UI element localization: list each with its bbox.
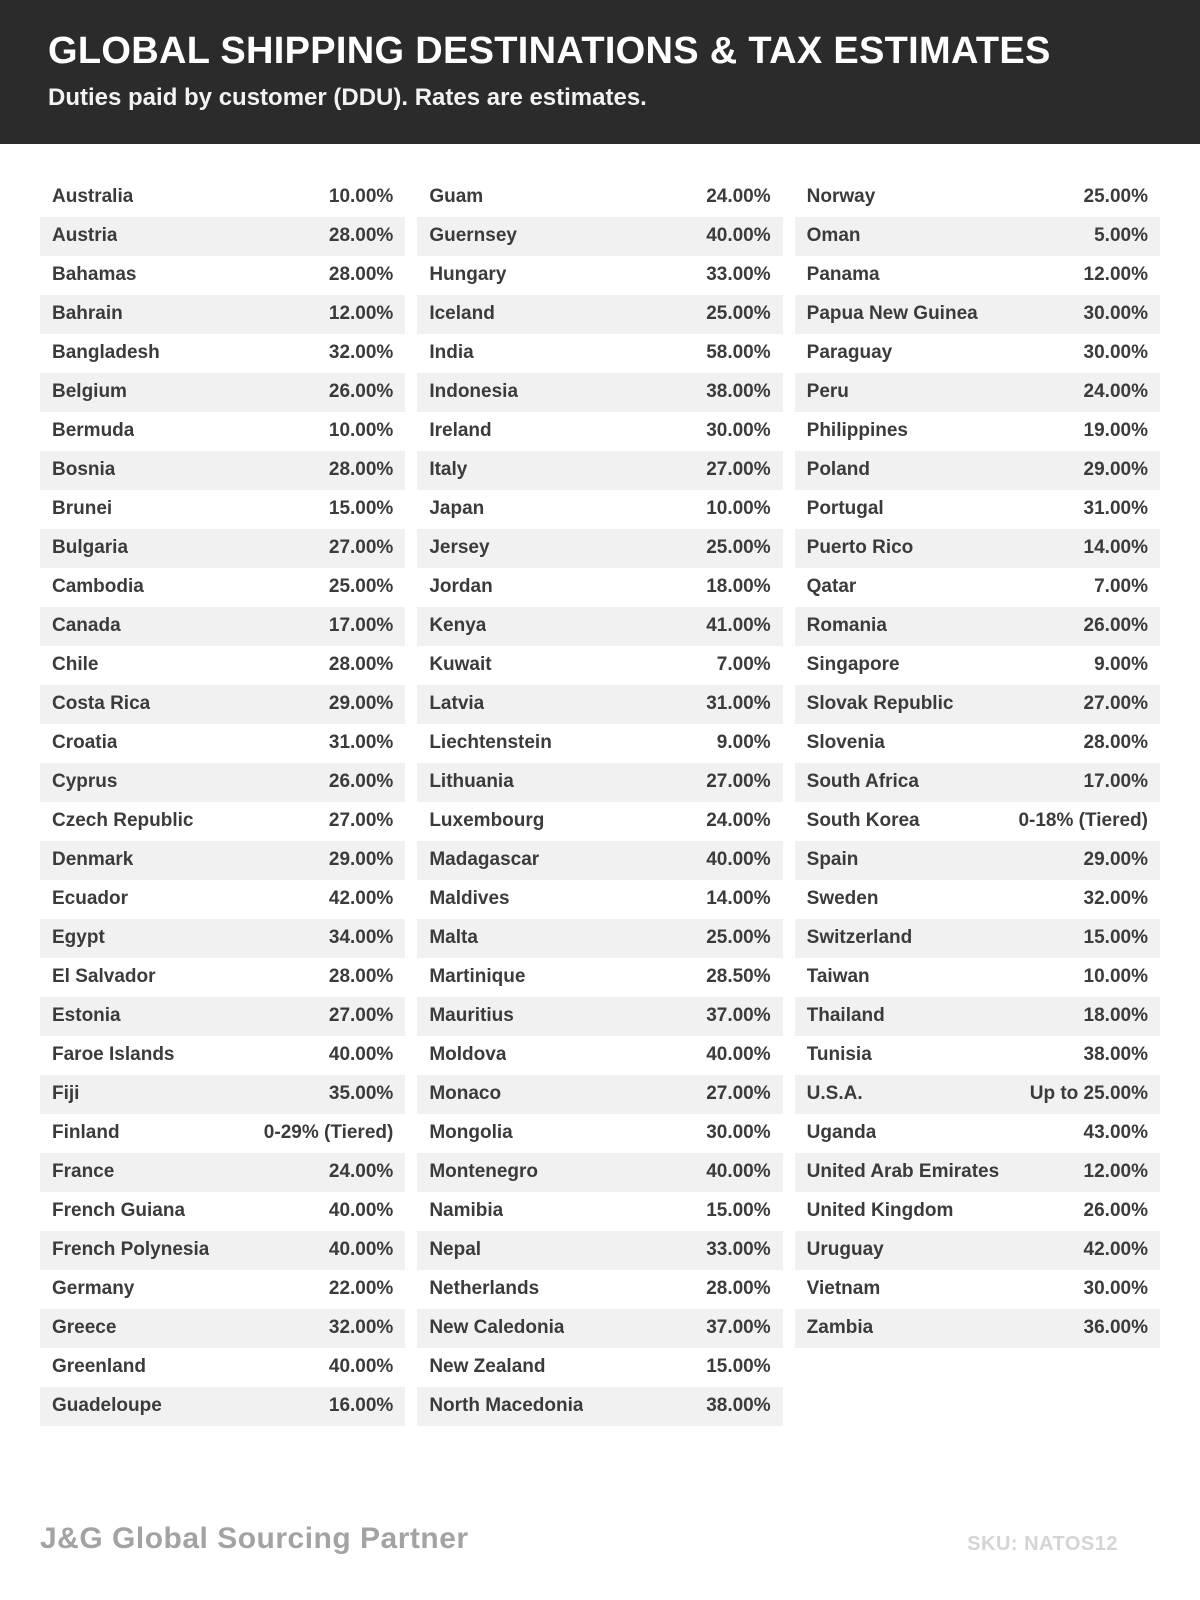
country-label: Mauritius [429,1005,514,1027]
table-row [40,997,405,1036]
country-label: New Caledonia [429,1317,565,1339]
rate-value: 40.00% [328,1356,394,1378]
sku-label: SKU: NATOS12 [967,1533,1118,1555]
country-label: Latvia [429,693,485,715]
country-label: Faroe Islands [52,1044,175,1066]
country-label: Belgium [52,381,127,403]
table-column-1 [40,178,405,1426]
table-row [40,841,405,880]
rate-value: 15.00% [328,498,394,520]
country-label: Italy [429,459,468,481]
table-row [417,646,782,685]
rate-value: 43.00% [1083,1122,1148,1144]
country-label: Guam [429,186,484,208]
table-row [417,1192,782,1231]
country-label: Panama [806,264,880,286]
table-row [417,1270,782,1309]
table-row [417,958,782,997]
country-label: Switzerland [806,927,913,949]
table-column-2 [417,178,782,1426]
country-label: Guernsey [429,225,517,247]
country-label: Malta [429,927,478,949]
country-label: Kuwait [429,654,492,676]
country-label: Qatar [806,576,857,598]
table-row [417,997,782,1036]
country-label: Sweden [806,888,879,910]
country-label: Japan [429,498,485,520]
rate-value: 15.00% [1083,927,1148,949]
tax-rate-table [0,178,1200,1426]
page-subtitle: Duties paid by customer (DDU). Rates are estimates. [48,83,647,111]
rate-value: 28.00% [328,654,394,676]
rate-value: 35.00% [328,1083,394,1105]
table-row [795,997,1160,1036]
country-label: Madagascar [429,849,540,871]
table-row [417,1153,782,1192]
rate-value: 30.00% [1083,1278,1148,1300]
table-row [40,334,405,373]
rate-value: 15.00% [706,1200,771,1222]
rate-value: 10.00% [1083,966,1148,988]
country-label: Bermuda [52,420,135,442]
table-row [40,568,405,607]
table-row [417,178,782,217]
country-label: Iceland [429,303,495,325]
country-label: Puerto Rico [806,537,914,559]
rate-value: 17.00% [1083,771,1148,793]
rate-value: 25.00% [706,537,771,559]
country-label: Canada [52,615,121,637]
table-row [417,1036,782,1075]
rate-value: 5.00% [1094,225,1148,247]
country-label: Guadeloupe [52,1395,162,1417]
table-row [417,880,782,919]
country-label: Bahamas [52,264,137,286]
rate-value: 32.00% [328,342,394,364]
table-row [40,490,405,529]
country-label: Monaco [429,1083,502,1105]
rate-value: 25.00% [328,576,394,598]
table-row [40,1387,405,1426]
table-row [795,919,1160,958]
country-label: Jersey [429,537,490,559]
rate-value: 30.00% [1083,342,1148,364]
rate-value: 24.00% [1083,381,1148,403]
rate-value: 27.00% [706,1083,771,1105]
country-label: Ireland [429,420,492,442]
table-column-3 [795,178,1160,1348]
rate-value: 27.00% [328,537,394,559]
table-row [417,1387,782,1426]
country-label: Spain [806,849,859,871]
rate-value: 38.00% [1083,1044,1148,1066]
country-label: United Arab Emirates [806,1161,1000,1183]
table-row [40,763,405,802]
country-label: New Zealand [429,1356,546,1378]
table-row [40,1153,405,1192]
country-label: Jordan [429,576,493,598]
table-row [795,373,1160,412]
rate-value: 14.00% [706,888,771,910]
country-label: Ecuador [52,888,129,910]
rate-value: 27.00% [328,810,394,832]
country-label: United Kingdom [806,1200,954,1222]
table-row [795,451,1160,490]
rate-value: 7.00% [716,654,771,676]
country-label: India [429,342,474,364]
table-row [795,529,1160,568]
country-label: Vietnam [806,1278,881,1300]
rate-value: 32.00% [1083,888,1148,910]
rate-value: 27.00% [706,771,771,793]
table-row [40,685,405,724]
rate-value: 28.00% [328,225,394,247]
table-row [417,334,782,373]
table-row [40,1348,405,1387]
country-label: Bahrain [52,303,123,325]
rate-value: 26.00% [328,381,394,403]
table-row [795,958,1160,997]
rate-value: 18.00% [706,576,771,598]
rate-value: 25.00% [706,303,771,325]
country-label: Netherlands [429,1278,540,1300]
country-label: Namibia [429,1200,504,1222]
rate-value: 58.00% [706,342,771,364]
rate-value: 38.00% [706,381,771,403]
country-label: Brunei [52,498,113,520]
country-label: Thailand [806,1005,885,1027]
country-label: Uruguay [806,1239,884,1261]
country-label: Bangladesh [52,342,160,364]
table-row [795,646,1160,685]
rate-value: 31.00% [706,693,771,715]
table-row [417,412,782,451]
table-row [795,256,1160,295]
country-label: Paraguay [806,342,893,364]
country-label: Cambodia [52,576,144,598]
rate-value: 10.00% [328,186,394,208]
table-row [40,1192,405,1231]
rate-value: 9.00% [1094,654,1148,676]
country-label: U.S.A. [806,1083,863,1105]
rate-value: 33.00% [706,1239,771,1261]
rate-value: 10.00% [328,420,394,442]
country-label: Bosnia [52,459,116,481]
rate-value: 29.00% [328,849,394,871]
table-row [40,646,405,685]
country-label: South Africa [806,771,919,793]
rate-value: 0-18% (Tiered) [1018,810,1148,832]
country-label: El Salvador [52,966,156,988]
table-row [795,802,1160,841]
country-label: Portugal [806,498,884,520]
country-label: Luxembourg [429,810,545,832]
table-row [40,295,405,334]
country-label: Philippines [806,420,909,442]
table-row [40,802,405,841]
rate-value: 27.00% [706,459,771,481]
rate-value: 26.00% [1083,615,1148,637]
table-row [795,178,1160,217]
rate-value: 40.00% [706,1161,771,1183]
table-row [795,841,1160,880]
country-label: Fiji [52,1083,80,1105]
table-row [417,373,782,412]
rate-value: 42.00% [1083,1239,1148,1261]
country-label: Costa Rica [52,693,151,715]
table-row [795,724,1160,763]
rate-value: 40.00% [706,225,771,247]
country-label: Uganda [806,1122,877,1144]
country-label: Norway [806,186,876,208]
table-row [417,724,782,763]
table-row [417,451,782,490]
rate-value: 40.00% [706,1044,771,1066]
table-row [795,763,1160,802]
country-label: Zambia [806,1317,874,1339]
rate-value: 25.00% [706,927,771,949]
table-row [417,529,782,568]
country-label: Singapore [806,654,900,676]
rate-value: 29.00% [1083,459,1148,481]
table-row [417,607,782,646]
rate-value: 16.00% [328,1395,394,1417]
rate-value: 24.00% [706,810,771,832]
table-row [40,919,405,958]
country-label: Germany [52,1278,135,1300]
rate-value: 10.00% [706,498,771,520]
rate-value: 27.00% [328,1005,394,1027]
rate-value: 30.00% [1083,303,1148,325]
rate-value: 28.00% [328,966,394,988]
table-row [795,1075,1160,1114]
brand-name: J&G Global Sourcing Partner [40,1522,469,1555]
table-row [40,412,405,451]
country-label: Austria [52,225,118,247]
country-label: Papua New Guinea [806,303,978,325]
country-label: Montenegro [429,1161,539,1183]
table-row [40,1270,405,1309]
table-row [417,217,782,256]
rate-value: 17.00% [328,615,394,637]
country-label: French Guiana [52,1200,186,1222]
rate-value: 24.00% [328,1161,394,1183]
table-row [795,1036,1160,1075]
page-footer [0,1522,1200,1600]
table-row [40,1036,405,1075]
country-label: Mongolia [429,1122,513,1144]
country-label: Oman [806,225,861,247]
table-row [40,1114,405,1153]
country-label: Czech Republic [52,810,194,832]
rate-value: 30.00% [706,420,771,442]
rate-value: 12.00% [1083,1161,1148,1183]
country-label: North Macedonia [429,1395,584,1417]
country-label: Nepal [429,1239,482,1261]
country-label: Liechtenstein [429,732,552,754]
table-row [795,412,1160,451]
country-label: South Korea [806,810,920,832]
table-row [417,256,782,295]
rate-value: 0-29% (Tiered) [263,1122,394,1144]
rate-value: 28.00% [706,1278,771,1300]
table-row [40,1309,405,1348]
country-label: Denmark [52,849,134,871]
rate-value: 24.00% [706,186,771,208]
country-label: Cyprus [52,771,118,793]
rate-value: 40.00% [328,1044,394,1066]
table-row [795,1114,1160,1153]
table-row [795,607,1160,646]
rate-value: 31.00% [1083,498,1148,520]
rate-value: 29.00% [1083,849,1148,871]
country-label: Slovenia [806,732,885,754]
rate-value: 15.00% [706,1356,771,1378]
table-row [795,334,1160,373]
page-title: GLOBAL SHIPPING DESTINATIONS & TAX ESTIMATES [48,30,1051,72]
table-row [40,217,405,256]
table-row [40,724,405,763]
country-label: Lithuania [429,771,514,793]
rate-value: 27.00% [1083,693,1148,715]
table-row [795,1309,1160,1348]
table-row [40,373,405,412]
country-label: Estonia [52,1005,121,1027]
rate-value: 7.00% [1094,576,1148,598]
table-row [417,1231,782,1270]
country-label: Australia [52,186,134,208]
country-label: Kenya [429,615,487,637]
rate-value: 26.00% [328,771,394,793]
table-row [795,1270,1160,1309]
rate-value: 25.00% [1083,186,1148,208]
table-row [795,568,1160,607]
rate-value: 40.00% [706,849,771,871]
country-label: Greece [52,1317,117,1339]
table-row [40,451,405,490]
table-row [417,568,782,607]
rate-value: 28.00% [328,264,394,286]
table-row [417,685,782,724]
rate-value: 28.00% [328,459,394,481]
rate-value: 33.00% [706,264,771,286]
table-row [417,1348,782,1387]
rate-value: 37.00% [706,1317,771,1339]
country-label: Romania [806,615,887,637]
table-row [417,763,782,802]
country-label: French Polynesia [52,1239,210,1261]
rate-value: 40.00% [328,1200,394,1222]
country-label: Bulgaria [52,537,129,559]
table-row [795,1231,1160,1270]
table-row [40,529,405,568]
rate-value: 19.00% [1083,420,1148,442]
rate-value: 37.00% [706,1005,771,1027]
table-row [795,685,1160,724]
country-label: Martinique [429,966,526,988]
table-row [40,256,405,295]
rate-value: 28.00% [1083,732,1148,754]
table-row [795,490,1160,529]
rate-value: 14.00% [1083,537,1148,559]
rate-value: 30.00% [706,1122,771,1144]
rate-value: 22.00% [328,1278,394,1300]
country-label: Taiwan [806,966,870,988]
rate-value: 12.00% [1083,264,1148,286]
country-label: Egypt [52,927,105,949]
rate-value: 38.00% [706,1395,771,1417]
table-row [795,1153,1160,1192]
rate-value: 9.00% [716,732,771,754]
table-row [40,1231,405,1270]
country-label: Poland [806,459,870,481]
rate-value: 40.00% [328,1239,394,1261]
table-row [417,1309,782,1348]
table-row [417,919,782,958]
country-label: Moldova [429,1044,507,1066]
country-label: Chile [52,654,99,676]
country-label: Croatia [52,732,118,754]
rate-value: 18.00% [1083,1005,1148,1027]
table-row [417,802,782,841]
table-row [795,880,1160,919]
table-row [795,295,1160,334]
table-row [40,1075,405,1114]
rate-value: 36.00% [1083,1317,1148,1339]
rate-value: 32.00% [328,1317,394,1339]
table-row [417,490,782,529]
table-row [417,1075,782,1114]
country-label: Greenland [52,1356,146,1378]
table-row [40,958,405,997]
country-label: Indonesia [429,381,519,403]
table-row [417,295,782,334]
table-row [417,1114,782,1153]
country-label: Maldives [429,888,510,910]
rate-value: 12.00% [328,303,394,325]
country-label: Tunisia [806,1044,872,1066]
rate-value: 26.00% [1083,1200,1148,1222]
table-row [40,880,405,919]
table-row [795,217,1160,256]
rate-value: 41.00% [706,615,771,637]
country-label: Slovak Republic [806,693,954,715]
rate-value: 28.50% [706,966,771,988]
country-label: France [52,1161,115,1183]
country-label: Finland [52,1122,120,1144]
table-row [795,1192,1160,1231]
page-header [0,0,1200,144]
table-row [40,607,405,646]
rate-value: 29.00% [328,693,394,715]
country-label: Hungary [429,264,507,286]
rate-value: 42.00% [328,888,394,910]
country-label: Peru [806,381,849,403]
rate-value: 31.00% [328,732,394,754]
table-row [40,178,405,217]
table-row [417,841,782,880]
rate-value: 34.00% [328,927,394,949]
rate-value: Up to 25.00% [1029,1083,1148,1105]
